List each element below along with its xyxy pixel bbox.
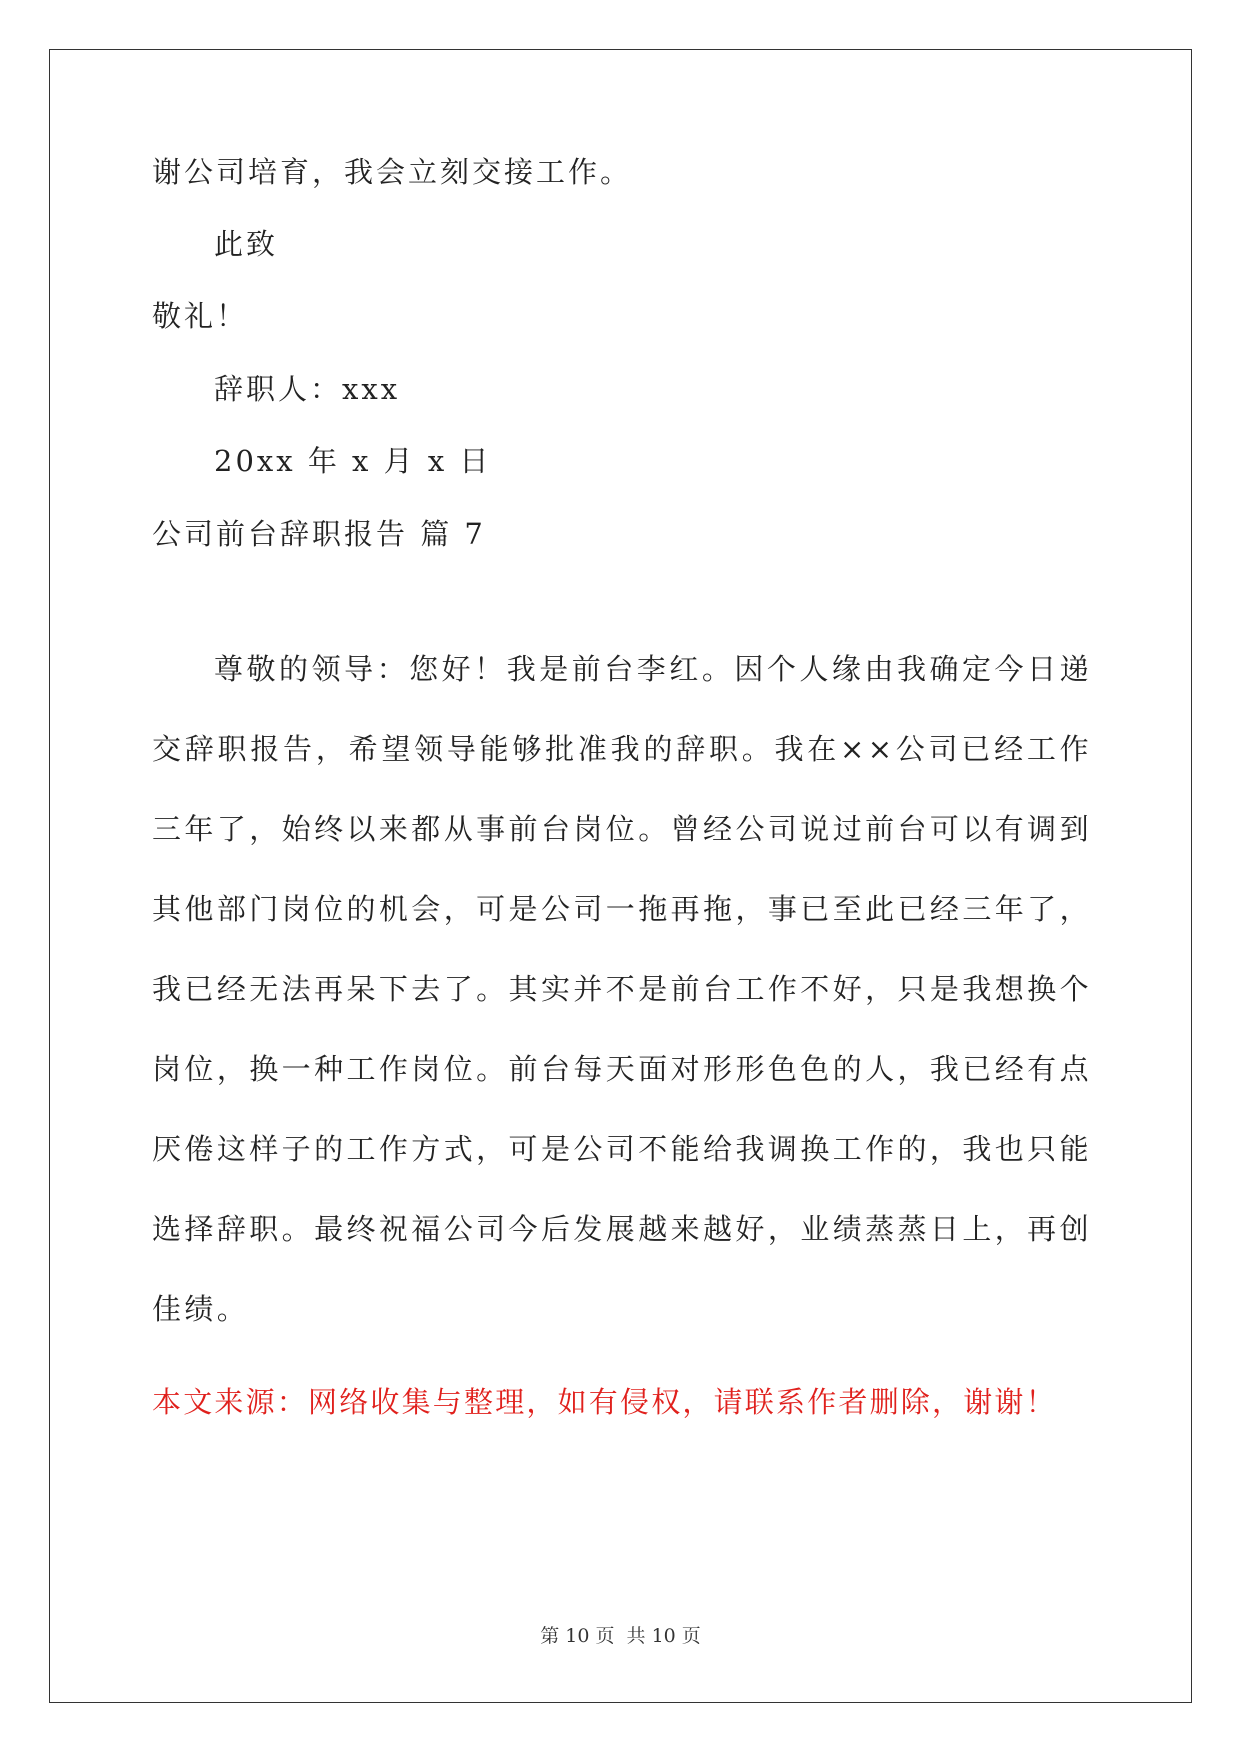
body-paragraph: 尊敬的领导：您好！我是前台李红。因个人缘由我确定今日递交辞职报告，希望领导能够批准我的辞职。我在××公司已经工作三年了，始终以来都从事前台岗位。曾经公司说过前台可以有调到其他部门岗位的机会，可是公司一拖再拖，事已至此已经三年了，我已经无法再呆下去了。其实并不是前台工作不好，只是我想换个岗位，换一种工作岗位。前台每天面对形形色色的人，我已经有点厌倦这样子的工作方式，可是公司不能给我调换工作的，我也只能选择辞职。最终祝福公司今后发展越来越好，业绩蒸蒸日上，再创佳绩。: [152, 652, 1092, 1326]
text-line-salutation: 此致: [214, 227, 279, 261]
text-line-regards: 敬礼！: [152, 299, 249, 333]
text-line-date: 20xx 年 x 月 x 日: [214, 444, 492, 478]
page-footer: 第 10 页 共 10 页: [540, 1625, 701, 1647]
source-notice: 本文来源：网络收集与整理，如有侵权，请联系作者删除，谢谢！: [152, 1385, 1057, 1419]
text-line-closing: 谢公司培育，我会立刻交接工作。: [152, 155, 633, 189]
text-line-signer: 辞职人：xxx: [214, 372, 401, 406]
section-heading: 公司前台辞职报告 篇 7: [152, 517, 486, 551]
